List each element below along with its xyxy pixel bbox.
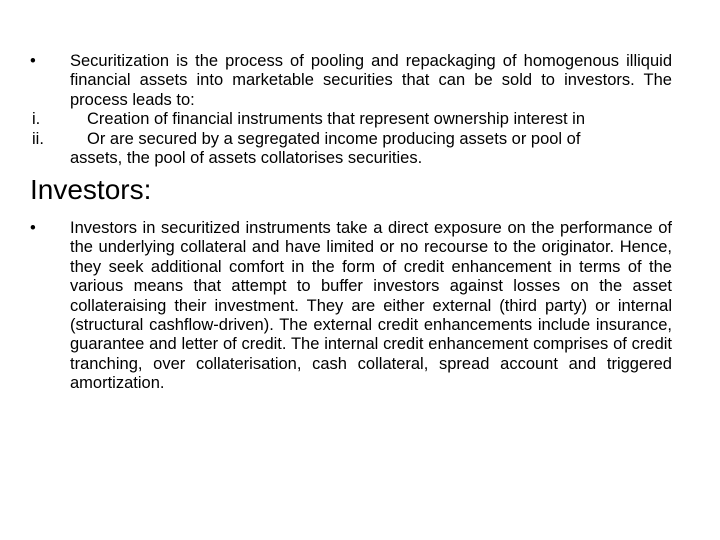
list-marker-ii: ii.: [32, 129, 44, 148]
securitization-definition-block: [30, 52, 672, 168]
list-item-ii-text: Or are secured by a segregated income producing assets or pool of: [87, 129, 581, 148]
investors-heading: Investors:: [30, 174, 152, 205]
list-item-i-text: Creation of financial instruments that represent ownership interest in: [87, 110, 586, 129]
list-marker-i: i.: [32, 110, 41, 129]
securitization-bullet-row: [30, 52, 672, 110]
investors-paragraph: Investors in securitized instruments take a direct exposure on the performance of the underlying collateral and have limited or no recourse to the originator. Hence, they seek additional comfort in the form of credit enhancement in terms of the various means that attempt to buffer investors against losses on the asset collateraising their investment. They are either external (third party) or internal (structural cashflow-driven). The external credit enhancements include insurance, guarantee and letter of credit. The internal credit enhancement comprises of credit tranching, over collaterisation, cash collateral, spread account and triggered amortization.: [70, 219, 672, 393]
list-item-ii-content: [70, 129, 672, 169]
investors-bullet-row: [30, 219, 672, 394]
list-item-ii-continuation: assets, the pool of assets collatorises securities.: [70, 149, 423, 168]
investors-block: [30, 219, 672, 394]
bullet-marker: •: [30, 219, 36, 237]
list-item-i: [30, 110, 672, 129]
securitization-intro-text: Securitization is the process of pooling and repackaging of homogenous illiquid financial assets into marketable securities that can be sold to investors. The process leads to:: [70, 52, 672, 109]
bullet-marker: •: [30, 52, 36, 70]
list-item-ii: [30, 130, 672, 169]
